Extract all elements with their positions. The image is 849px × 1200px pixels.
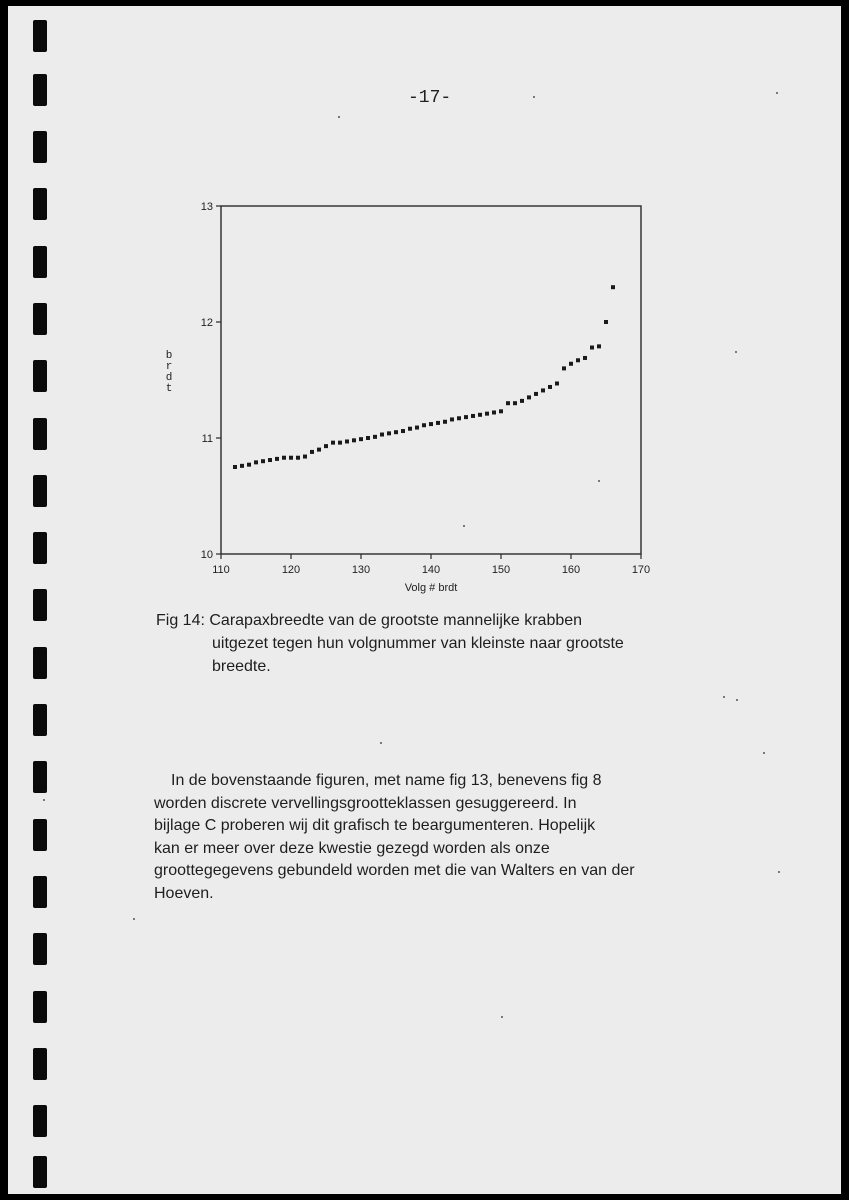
data-point — [359, 437, 363, 441]
scan-speck — [763, 752, 765, 754]
data-point — [464, 415, 468, 419]
paragraph-line: In de bovenstaande figuren, met name fig 13, benevens fig 8 — [171, 772, 602, 789]
data-point — [478, 413, 482, 417]
data-point — [324, 444, 328, 448]
data-point — [387, 431, 391, 435]
data-point — [373, 435, 377, 439]
data-point — [331, 441, 335, 445]
y-tick-label: 11 — [201, 433, 213, 445]
paragraph-line: groottegegevens gebundeld worden met die van Walters en van der — [154, 862, 635, 879]
data-point — [527, 395, 531, 399]
data-point — [268, 458, 272, 462]
data-point — [576, 358, 580, 362]
data-point — [499, 409, 503, 413]
data-point — [548, 385, 552, 389]
scan-speck — [533, 96, 535, 98]
data-point — [450, 417, 454, 421]
data-point — [555, 381, 559, 385]
scan-speck — [338, 116, 340, 118]
data-point — [597, 344, 601, 348]
data-point — [240, 464, 244, 468]
scan-speck — [380, 742, 382, 744]
y-tick-label: 10 — [200, 549, 213, 561]
data-point — [380, 433, 384, 437]
plot-frame — [221, 206, 641, 554]
data-point — [457, 416, 461, 420]
x-tick-label: 170 — [631, 564, 651, 576]
x-tick-label: 130 — [351, 564, 371, 576]
paragraph-line: bijlage C proberen wij dit grafisch te beargumenteren. Hopelijk — [154, 817, 596, 834]
data-point — [422, 423, 426, 427]
data-point — [233, 465, 237, 469]
scan-speck — [501, 1016, 503, 1018]
scan-speck — [598, 480, 600, 482]
data-point — [562, 366, 566, 370]
data-point — [541, 388, 545, 392]
paragraph-line: Hoeven. — [154, 884, 214, 902]
data-points — [233, 285, 615, 469]
data-point — [317, 448, 321, 452]
data-point — [485, 412, 489, 416]
y-tick-label: 13 — [200, 201, 213, 213]
scatter-chart — [8, 6, 841, 1194]
data-point — [415, 426, 419, 430]
document-page — [8, 6, 841, 1194]
scan-speck — [735, 351, 737, 353]
data-point — [443, 420, 447, 424]
scan-speck — [43, 799, 45, 801]
caption-line: breedte. — [212, 658, 271, 675]
data-point — [520, 399, 524, 403]
data-point — [604, 320, 608, 324]
data-point — [611, 285, 615, 289]
data-point — [289, 456, 293, 460]
data-point — [583, 356, 587, 360]
data-point — [534, 392, 538, 396]
data-point — [345, 439, 349, 443]
data-point — [275, 457, 279, 461]
scan-speck — [736, 699, 738, 701]
data-point — [296, 456, 300, 460]
data-point — [366, 436, 370, 440]
scan-speck — [463, 525, 465, 527]
x-axis — [212, 554, 650, 576]
paragraph-line: kan er meer over deze kwestie gezegd worden als onze — [154, 839, 550, 857]
y-axis — [201, 201, 221, 561]
data-point — [303, 455, 307, 459]
y-axis-label: b r d t — [165, 350, 173, 395]
data-point — [394, 430, 398, 434]
data-point — [310, 450, 314, 454]
paragraph-line: worden discrete vervellingsgrootteklassen gesuggereerd. In — [154, 794, 577, 812]
x-tick-label: 160 — [561, 564, 581, 576]
x-tick-label: 120 — [281, 564, 301, 576]
x-tick-label: 150 — [491, 564, 511, 576]
caption-line: Fig 14: Carapaxbreedte van de grootste mannelijke krabben — [156, 612, 583, 629]
data-point — [436, 421, 440, 425]
data-point — [247, 463, 251, 467]
data-point — [408, 427, 412, 431]
data-point — [492, 410, 496, 414]
figure-caption — [156, 609, 716, 678]
scan-speck — [723, 696, 725, 698]
y-tick-label: 12 — [200, 317, 213, 329]
data-point — [352, 438, 356, 442]
x-axis-label: Volg # brdt — [404, 582, 458, 594]
scan-speck — [776, 92, 778, 94]
x-tick-label: 140 — [421, 564, 441, 576]
data-point — [261, 459, 265, 463]
data-point — [506, 401, 510, 405]
data-point — [590, 346, 594, 350]
chart-plot — [166, 201, 650, 594]
data-point — [401, 429, 405, 433]
scan-speck — [778, 871, 780, 873]
data-point — [282, 456, 286, 460]
data-point — [429, 422, 433, 426]
caption-line: uitgezet tegen hun volgnummer van kleinste naar grootste — [212, 635, 624, 652]
page-number: -17- — [408, 88, 452, 108]
data-point — [254, 460, 258, 464]
scan-speck — [133, 918, 135, 920]
body-paragraph — [154, 770, 754, 905]
data-point — [471, 414, 475, 418]
x-tick-label: 110 — [212, 564, 230, 576]
data-point — [513, 401, 517, 405]
data-point — [569, 362, 573, 366]
data-point — [338, 441, 342, 445]
